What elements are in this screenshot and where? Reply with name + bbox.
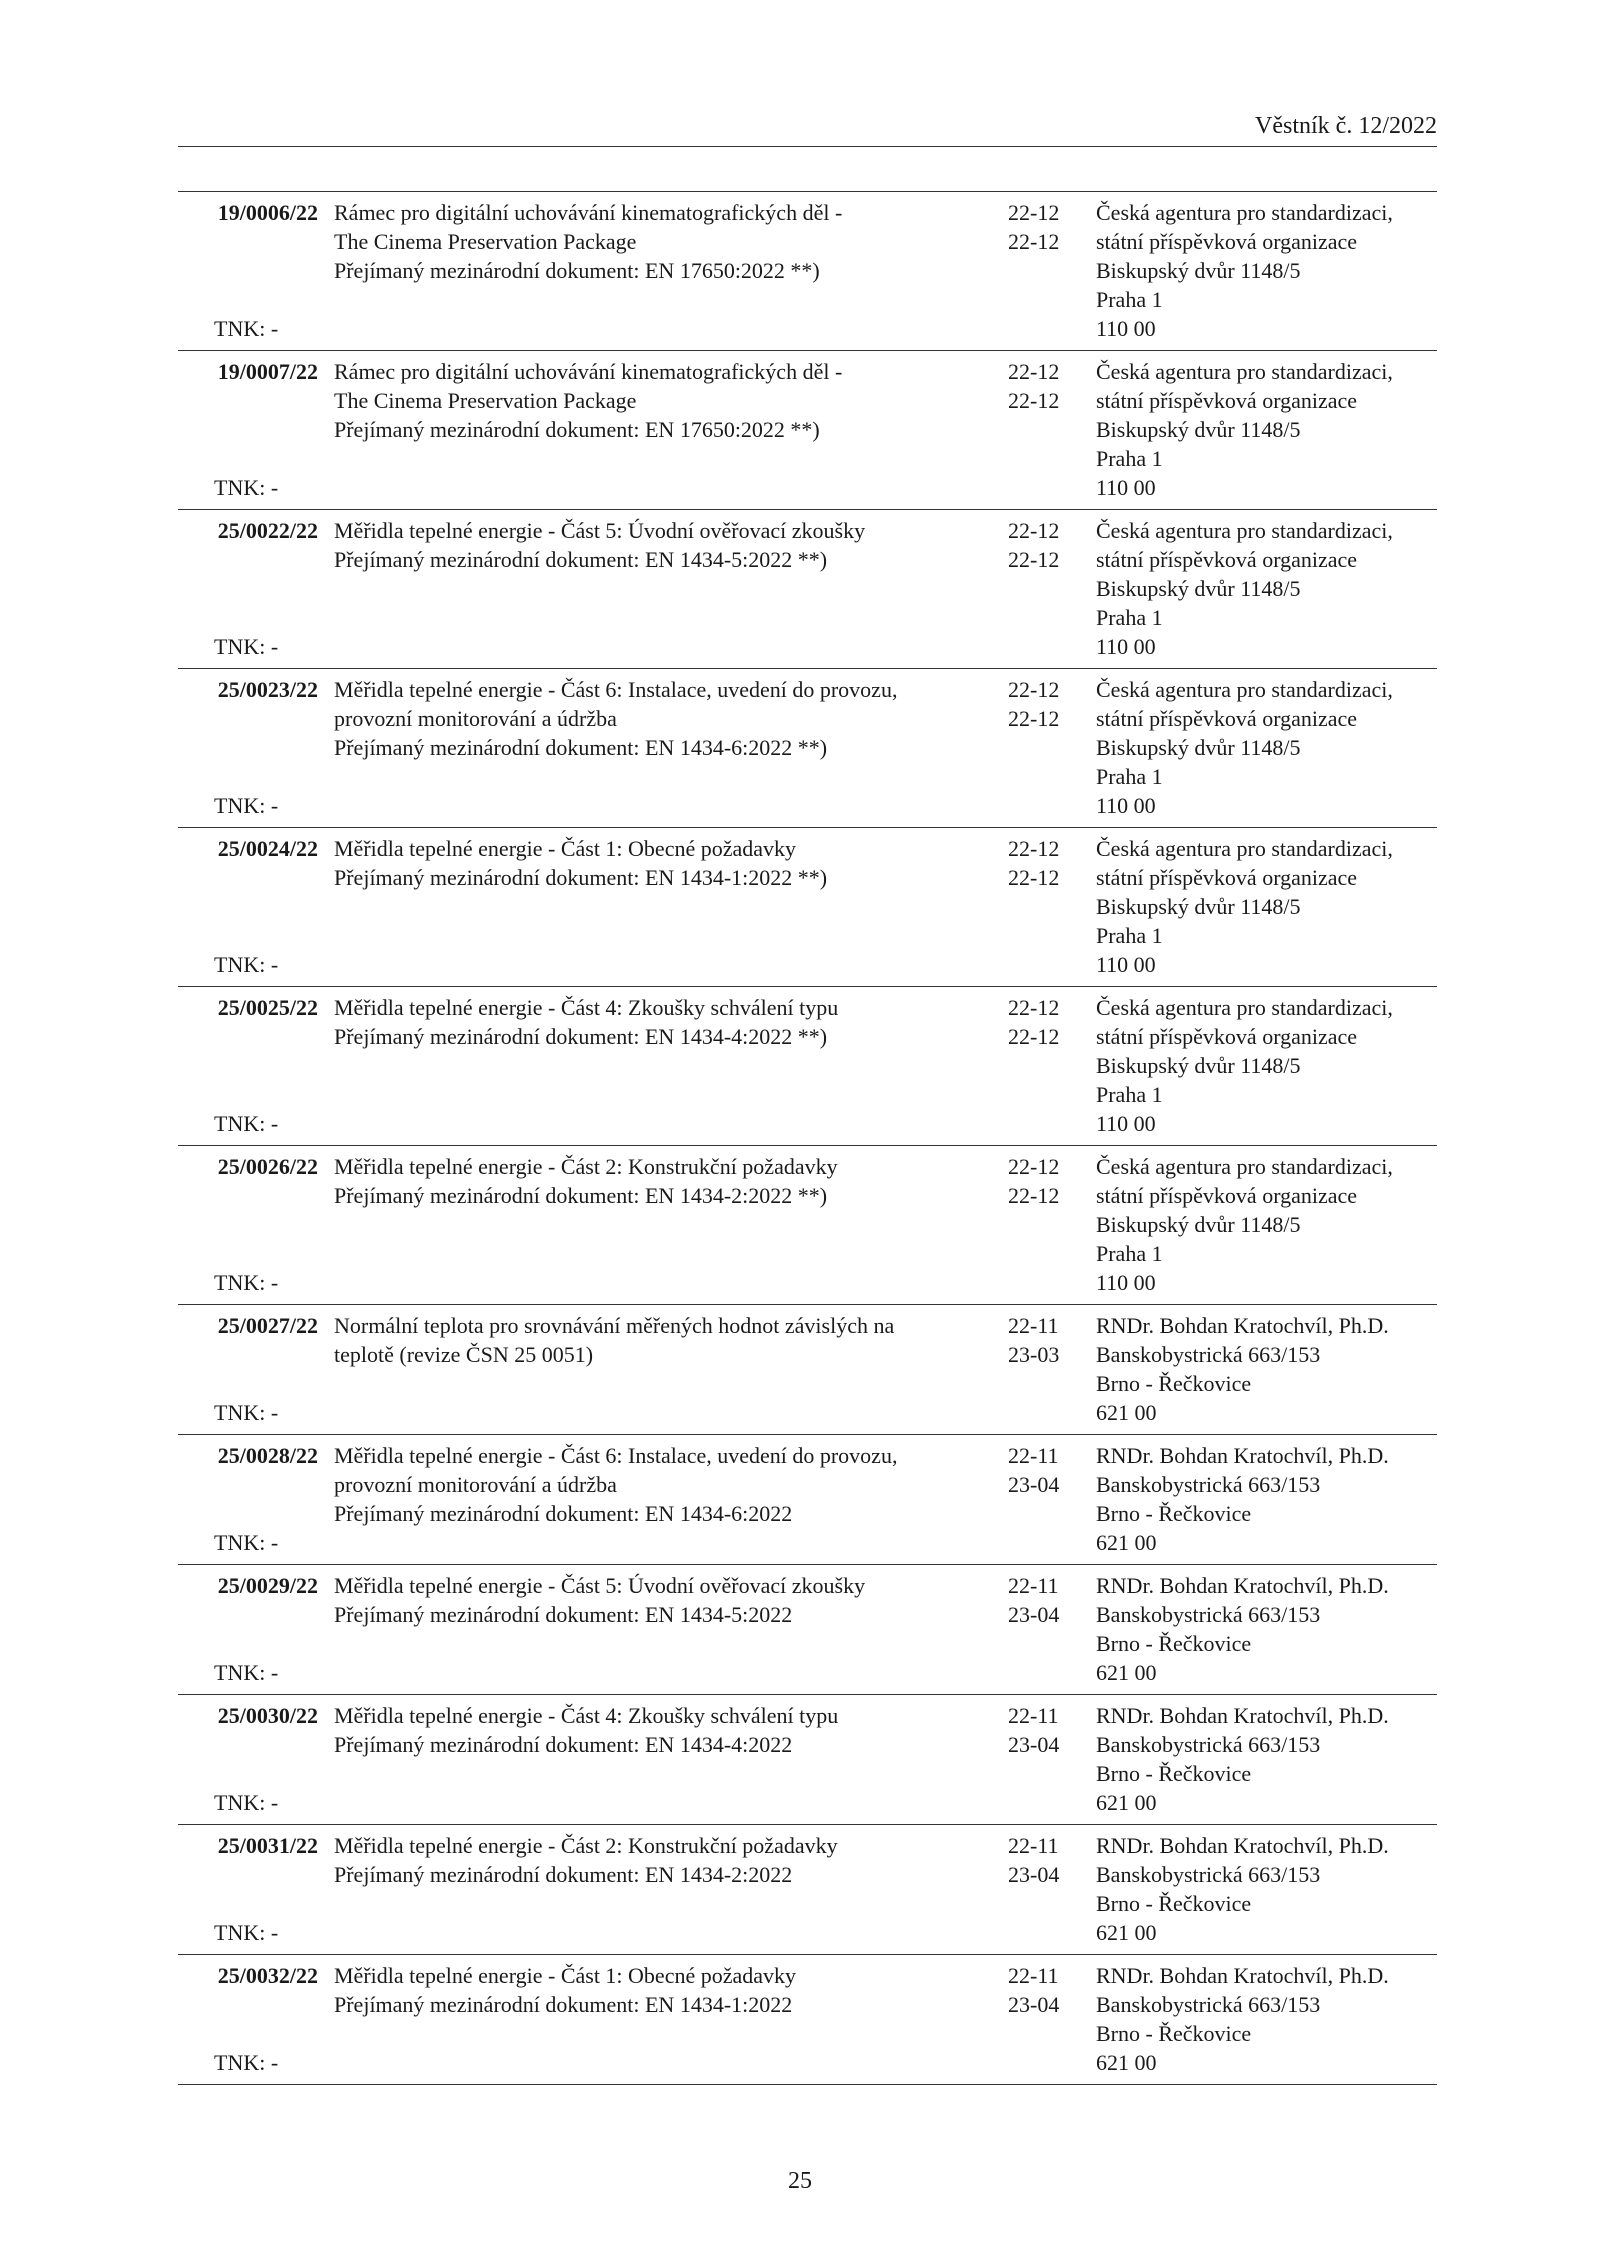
entry-title-line: Přejímaný mezinárodní dokument: EN 1434-6:2022 bbox=[334, 1501, 793, 1526]
entry-dates bbox=[1008, 198, 1078, 256]
entry-number: 25/0032/22 bbox=[217, 1963, 318, 1988]
entry-tnk: TNK: - bbox=[214, 1790, 279, 1815]
entry-title-line: provozní monitorování a údržba bbox=[334, 706, 617, 731]
entry-address-line: Biskupský dvůr 1148/5 bbox=[1096, 576, 1301, 601]
publication-title: Věstník č. 12/2022 bbox=[1255, 113, 1437, 139]
entry-date: 22-12 bbox=[1008, 359, 1060, 384]
entry-number: 25/0031/22 bbox=[217, 1833, 318, 1858]
entry-address-line: Praha 1 bbox=[1096, 605, 1163, 630]
entry-title-line: Rámec pro digitální uchovávání kinematografických děl - bbox=[334, 359, 843, 384]
entry-date: 22-12 bbox=[1008, 229, 1060, 254]
entry-dates bbox=[1008, 1831, 1078, 1889]
entry-dates bbox=[1008, 1961, 1078, 2019]
entry-address-line: Biskupský dvůr 1148/5 bbox=[1096, 417, 1301, 442]
entry-tnk: TNK: - bbox=[214, 316, 279, 341]
entry-address-line: Biskupský dvůr 1148/5 bbox=[1096, 735, 1301, 760]
entry-title bbox=[334, 1441, 984, 1528]
entry-address bbox=[1096, 993, 1436, 1138]
entry-tnk: TNK: - bbox=[214, 952, 279, 977]
entry-title-line: Přejímaný mezinárodní dokument: EN 1434-2:2022 bbox=[334, 1862, 793, 1887]
entry-date: 22-12 bbox=[1008, 1183, 1060, 1208]
entry-title-line: Měřidla tepelné energie - Část 4: Zkoušky schválení typu bbox=[334, 1703, 839, 1728]
entry-title bbox=[334, 1701, 984, 1759]
entry-title-line: Přejímaný mezinárodní dokument: EN 1434-2:2022 **) bbox=[334, 1183, 828, 1208]
entry-address-line: Praha 1 bbox=[1096, 923, 1163, 948]
entry-title bbox=[334, 834, 984, 892]
entry-address-line: Česká agentura pro standardizaci, bbox=[1096, 200, 1393, 225]
entry-address-line: 621 00 bbox=[1096, 1920, 1157, 1945]
entry-address-line: RNDr. Bohdan Kratochvíl, Ph.D. bbox=[1096, 1443, 1389, 1468]
entry-tnk: TNK: - bbox=[214, 793, 279, 818]
entry-date: 22-12 bbox=[1008, 865, 1060, 890]
entry-date: 22-11 bbox=[1008, 1573, 1059, 1598]
entry-tnk: TNK: - bbox=[214, 1270, 279, 1295]
entry-address bbox=[1096, 1152, 1436, 1297]
entry-address-line: 110 00 bbox=[1096, 316, 1156, 341]
entry-address-line: 621 00 bbox=[1096, 1790, 1157, 1815]
entry-title bbox=[334, 516, 984, 574]
entry-address-line: Brno - Řečkovice bbox=[1096, 1631, 1252, 1656]
entry-tnk: TNK: - bbox=[214, 1400, 279, 1425]
entry-dates bbox=[1008, 1701, 1078, 1759]
entry-address-line: Brno - Řečkovice bbox=[1096, 1761, 1252, 1786]
entry-dates bbox=[1008, 357, 1078, 415]
entry-title bbox=[334, 1961, 984, 2019]
entry-title-line: Přejímaný mezinárodní dokument: EN 17650:2022 **) bbox=[334, 258, 820, 283]
table-row bbox=[178, 987, 1437, 1146]
entry-number: 25/0030/22 bbox=[217, 1703, 318, 1728]
entry-address-line: Praha 1 bbox=[1096, 446, 1163, 471]
entry-dates bbox=[1008, 993, 1078, 1051]
entry-address-line: Banskobystrická 663/153 bbox=[1096, 1342, 1321, 1367]
entry-address-line: RNDr. Bohdan Kratochvíl, Ph.D. bbox=[1096, 1313, 1389, 1338]
entry-date: 23-04 bbox=[1008, 1862, 1060, 1887]
entry-address-line: Česká agentura pro standardizaci, bbox=[1096, 677, 1393, 702]
entry-date: 23-04 bbox=[1008, 1992, 1060, 2017]
entry-date: 22-12 bbox=[1008, 1154, 1060, 1179]
entry-date: 23-04 bbox=[1008, 1732, 1060, 1757]
entry-address-line: Česká agentura pro standardizaci, bbox=[1096, 836, 1393, 861]
entry-title-line: Měřidla tepelné energie - Část 1: Obecné požadavky bbox=[334, 836, 797, 861]
entry-address-line: Česká agentura pro standardizaci, bbox=[1096, 518, 1393, 543]
entry-tnk: TNK: - bbox=[214, 1920, 279, 1945]
entry-title-line: Měřidla tepelné energie - Část 6: Instalace, uvedení do provozu, bbox=[334, 1443, 898, 1468]
entry-title bbox=[334, 1571, 984, 1629]
entry-title-line: Normální teplota pro srovnávání měřených hodnot závislých na bbox=[334, 1313, 895, 1338]
entry-address-line: 110 00 bbox=[1096, 634, 1156, 659]
entry-dates bbox=[1008, 1311, 1078, 1369]
entry-number: 25/0022/22 bbox=[217, 518, 318, 543]
entry-number: 19/0006/22 bbox=[217, 200, 318, 225]
entry-address bbox=[1096, 1441, 1436, 1557]
entry-date: 22-12 bbox=[1008, 518, 1060, 543]
entry-tnk: TNK: - bbox=[214, 475, 279, 500]
entry-number: 25/0028/22 bbox=[217, 1443, 318, 1468]
entry-dates bbox=[1008, 1152, 1078, 1210]
entry-address-line: státní příspěvková organizace bbox=[1096, 388, 1358, 413]
entry-title-line: Měřidla tepelné energie - Část 4: Zkoušky schválení typu bbox=[334, 995, 839, 1020]
entry-date: 22-11 bbox=[1008, 1443, 1059, 1468]
standards-table bbox=[178, 191, 1437, 2085]
entry-date: 22-12 bbox=[1008, 677, 1060, 702]
entry-address-line: státní příspěvková organizace bbox=[1096, 706, 1358, 731]
entry-title-line: Měřidla tepelné energie - Část 5: Úvodní ověřovací zkoušky bbox=[334, 1573, 866, 1598]
entry-address-line: Praha 1 bbox=[1096, 764, 1163, 789]
entry-title bbox=[334, 357, 984, 444]
entry-title-line: Přejímaný mezinárodní dokument: EN 1434-6:2022 **) bbox=[334, 735, 828, 760]
entry-address-line: 621 00 bbox=[1096, 1400, 1157, 1425]
entry-date: 22-12 bbox=[1008, 388, 1060, 413]
entry-title-line: Měřidla tepelné energie - Část 2: Konstrukční požadavky bbox=[334, 1833, 838, 1858]
entry-address-line: státní příspěvková organizace bbox=[1096, 1183, 1358, 1208]
entry-address-line: Banskobystrická 663/153 bbox=[1096, 1472, 1321, 1497]
entry-address-line: Banskobystrická 663/153 bbox=[1096, 1862, 1321, 1887]
entry-address bbox=[1096, 1311, 1436, 1427]
entry-date: 23-04 bbox=[1008, 1472, 1060, 1497]
entry-address-line: Praha 1 bbox=[1096, 1082, 1163, 1107]
entry-address-line: RNDr. Bohdan Kratochvíl, Ph.D. bbox=[1096, 1833, 1389, 1858]
table-row bbox=[178, 1825, 1437, 1955]
entry-address-line: státní příspěvková organizace bbox=[1096, 229, 1358, 254]
entry-date: 22-11 bbox=[1008, 1963, 1059, 1988]
entry-title bbox=[334, 198, 984, 285]
entry-dates bbox=[1008, 834, 1078, 892]
table-row bbox=[178, 1565, 1437, 1695]
entry-address bbox=[1096, 1571, 1436, 1687]
entry-address-line: státní příspěvková organizace bbox=[1096, 865, 1358, 890]
entry-date: 22-11 bbox=[1008, 1833, 1059, 1858]
table-row bbox=[178, 1695, 1437, 1825]
entry-number: 25/0027/22 bbox=[217, 1313, 318, 1338]
entry-address bbox=[1096, 675, 1436, 820]
entry-title-line: provozní monitorování a údržba bbox=[334, 1472, 617, 1497]
entry-address bbox=[1096, 1831, 1436, 1947]
entry-address-line: Praha 1 bbox=[1096, 287, 1163, 312]
table-row bbox=[178, 669, 1437, 828]
entry-address bbox=[1096, 1961, 1436, 2077]
entry-address-line: Brno - Řečkovice bbox=[1096, 1371, 1252, 1396]
entry-date: 22-11 bbox=[1008, 1703, 1059, 1728]
entry-address-line: Brno - Řečkovice bbox=[1096, 1891, 1252, 1916]
entry-title-line: Přejímaný mezinárodní dokument: EN 1434-1:2022 bbox=[334, 1992, 793, 2017]
entry-address-line: RNDr. Bohdan Kratochvíl, Ph.D. bbox=[1096, 1963, 1389, 1988]
entry-address-line: RNDr. Bohdan Kratochvíl, Ph.D. bbox=[1096, 1703, 1389, 1728]
entry-address-line: 110 00 bbox=[1096, 1270, 1156, 1295]
entry-date: 22-12 bbox=[1008, 547, 1060, 572]
table-row bbox=[178, 1146, 1437, 1305]
entry-title-line: Přejímaný mezinárodní dokument: EN 1434-4:2022 **) bbox=[334, 1024, 828, 1049]
entry-tnk: TNK: - bbox=[214, 1530, 279, 1555]
entry-address-line: státní příspěvková organizace bbox=[1096, 547, 1358, 572]
entry-number: 25/0025/22 bbox=[217, 995, 318, 1020]
entry-title-line: Rámec pro digitální uchovávání kinematografických děl - bbox=[334, 200, 843, 225]
entry-address-line: Biskupský dvůr 1148/5 bbox=[1096, 1212, 1301, 1237]
entry-title-line: Přejímaný mezinárodní dokument: EN 17650:2022 **) bbox=[334, 417, 820, 442]
entry-number: 19/0007/22 bbox=[217, 359, 318, 384]
entry-tnk: TNK: - bbox=[214, 634, 279, 659]
entry-title-line: Přejímaný mezinárodní dokument: EN 1434-4:2022 bbox=[334, 1732, 793, 1757]
entry-address-line: Česká agentura pro standardizaci, bbox=[1096, 359, 1393, 384]
entry-date: 22-12 bbox=[1008, 706, 1060, 731]
header-divider bbox=[178, 146, 1437, 147]
table-row bbox=[178, 828, 1437, 987]
entry-address-line: Brno - Řečkovice bbox=[1096, 1501, 1252, 1526]
entry-title-line: The Cinema Preservation Package bbox=[334, 388, 637, 413]
entry-address bbox=[1096, 357, 1436, 502]
entry-address-line: 621 00 bbox=[1096, 1530, 1157, 1555]
entry-date: 23-04 bbox=[1008, 1602, 1060, 1627]
entry-address-line: Biskupský dvůr 1148/5 bbox=[1096, 894, 1301, 919]
entry-tnk: TNK: - bbox=[214, 2050, 279, 2075]
entry-address-line: 621 00 bbox=[1096, 2050, 1157, 2075]
entry-number: 25/0023/22 bbox=[217, 677, 318, 702]
entry-number: 25/0026/22 bbox=[217, 1154, 318, 1179]
page-number: 25 bbox=[788, 2168, 812, 2194]
table-row bbox=[178, 510, 1437, 669]
table-row bbox=[178, 1305, 1437, 1435]
entry-address-line: 110 00 bbox=[1096, 475, 1156, 500]
entry-dates bbox=[1008, 516, 1078, 574]
entry-number: 25/0029/22 bbox=[217, 1573, 318, 1598]
entry-address bbox=[1096, 1701, 1436, 1817]
entry-date: 22-12 bbox=[1008, 995, 1060, 1020]
entry-address bbox=[1096, 516, 1436, 661]
entry-address-line: 110 00 bbox=[1096, 1111, 1156, 1136]
entry-address-line: Česká agentura pro standardizaci, bbox=[1096, 995, 1393, 1020]
entry-tnk: TNK: - bbox=[214, 1660, 279, 1685]
entry-dates bbox=[1008, 1441, 1078, 1499]
entry-date: 22-12 bbox=[1008, 1024, 1060, 1049]
table-row bbox=[178, 192, 1437, 351]
entry-title-line: Měřidla tepelné energie - Část 6: Instalace, uvedení do provozu, bbox=[334, 677, 898, 702]
entry-address-line: Česká agentura pro standardizaci, bbox=[1096, 1154, 1393, 1179]
entry-date: 22-11 bbox=[1008, 1313, 1059, 1338]
entry-dates bbox=[1008, 1571, 1078, 1629]
entry-title-line: Přejímaný mezinárodní dokument: EN 1434-5:2022 bbox=[334, 1602, 793, 1627]
entry-title bbox=[334, 1311, 984, 1369]
entry-title-line: teplotě (revize ČSN 25 0051) bbox=[334, 1342, 594, 1367]
entry-title bbox=[334, 993, 984, 1051]
entry-address-line: Banskobystrická 663/153 bbox=[1096, 1732, 1321, 1757]
entry-title-line: Přejímaný mezinárodní dokument: EN 1434-1:2022 **) bbox=[334, 865, 828, 890]
entry-address bbox=[1096, 198, 1436, 343]
entry-address-line: Biskupský dvůr 1148/5 bbox=[1096, 258, 1301, 283]
entry-address-line: Banskobystrická 663/153 bbox=[1096, 1602, 1321, 1627]
entry-address-line: 110 00 bbox=[1096, 952, 1156, 977]
entry-address-line: 621 00 bbox=[1096, 1660, 1157, 1685]
entry-title bbox=[334, 675, 984, 762]
entry-address bbox=[1096, 834, 1436, 979]
entry-title bbox=[334, 1152, 984, 1210]
table-row bbox=[178, 1435, 1437, 1565]
entry-title-line: The Cinema Preservation Package bbox=[334, 229, 637, 254]
entry-title bbox=[334, 1831, 984, 1889]
entry-title-line: Přejímaný mezinárodní dokument: EN 1434-5:2022 **) bbox=[334, 547, 828, 572]
entry-address-line: státní příspěvková organizace bbox=[1096, 1024, 1358, 1049]
entry-address-line: Praha 1 bbox=[1096, 1241, 1163, 1266]
entry-date: 23-03 bbox=[1008, 1342, 1060, 1367]
entry-address-line: RNDr. Bohdan Kratochvíl, Ph.D. bbox=[1096, 1573, 1389, 1598]
entry-address-line: Biskupský dvůr 1148/5 bbox=[1096, 1053, 1301, 1078]
entry-address-line: Banskobystrická 663/153 bbox=[1096, 1992, 1321, 2017]
entry-title-line: Měřidla tepelné energie - Část 5: Úvodní ověřovací zkoušky bbox=[334, 518, 866, 543]
entry-dates bbox=[1008, 675, 1078, 733]
entry-address-line: Brno - Řečkovice bbox=[1096, 2021, 1252, 2046]
entry-address-line: 110 00 bbox=[1096, 793, 1156, 818]
entry-number: 25/0024/22 bbox=[217, 836, 318, 861]
entry-date: 22-12 bbox=[1008, 200, 1060, 225]
table-row bbox=[178, 351, 1437, 510]
entry-date: 22-12 bbox=[1008, 836, 1060, 861]
entry-tnk: TNK: - bbox=[214, 1111, 279, 1136]
entry-title-line: Měřidla tepelné energie - Část 2: Konstrukční požadavky bbox=[334, 1154, 838, 1179]
entry-title-line: Měřidla tepelné energie - Část 1: Obecné požadavky bbox=[334, 1963, 797, 1988]
table-row bbox=[178, 1955, 1437, 2085]
